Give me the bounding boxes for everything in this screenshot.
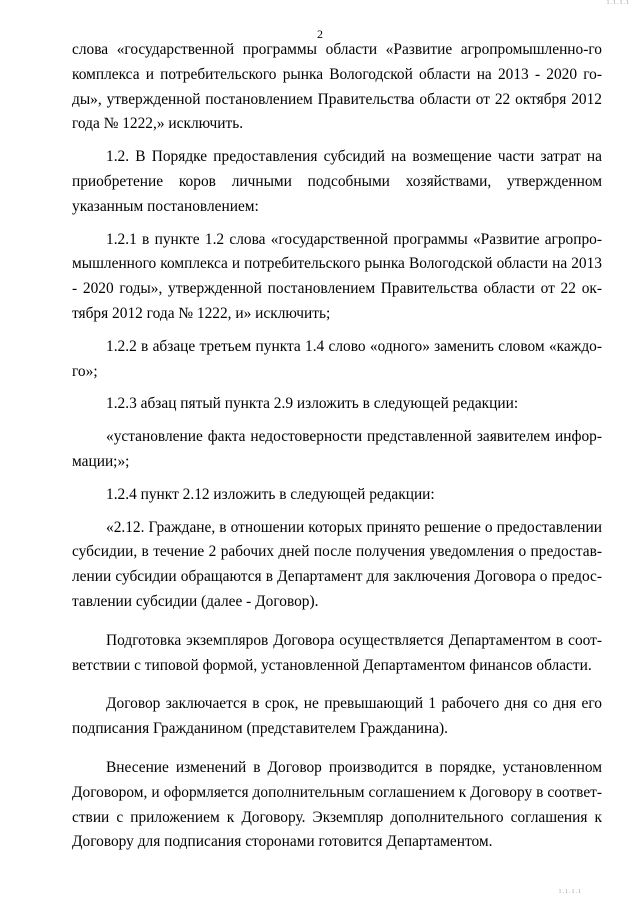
paragraph-preparation: Подготовка экземпляров Договора осуществляется Департаментом в соот-ветствии с типовой формой, установленной Департаментом финансов области. <box>72 631 602 674</box>
page-number: 2 <box>317 27 323 41</box>
paragraph-2-12: «2.12. Граждане, в отношении которых принято решение о предоставлении субсидии, в течение 2 рабочих дней после получения уведомления о предостав-лении субсидии обращаются в Департамент для заключения Договора о предос-тавлении субсидии (далее - Договор). <box>72 518 602 610</box>
paragraph-1-2-2: 1.2.2 в абзаце третьем пункта 1.4 слово «одного» заменить словом «каждо-го»; <box>72 337 602 380</box>
paragraph-intro: слова «государственной программы области «Развитие агропромышленно-го комплекса и потребительского рынка Вологодской области на 2013 - 2020 го-ды», утвержденной постановлением Правительства области от 22 октября 2012 года № 1222,» исключить. <box>72 41 602 133</box>
paragraph-quote-info: «установление факта недостоверности представленной заявителем инфор-мации;»; <box>72 428 602 470</box>
paragraph-1-2-1: 1.2.1 в пункте 1.2 слова «государственной программы «Развитие агропро-мышленного комплекса и потребительского рынка Вологодской области на 2013 - 2020 годы», утвержденной постановлением Правительства области от 22 ок-тября 2012 года № 1222, и» исключить; <box>72 230 602 322</box>
paragraph-1-2: 1.2. В Порядке предоставления субсидий на возмещение части затрат на приобретение коров личными подсобными хозяйствами, утвержденном указанным постановлением: <box>72 148 602 215</box>
paragraph-term: Договор заключается в срок, не превышающий 1 рабочего дня со дня его подписания Гражданином (представителем Гражданина). <box>72 695 602 738</box>
paragraph-1-2-3: 1.2.3 абзац пятый пункта 2.9 изложить в следующей редакции: <box>106 395 519 413</box>
corner-mark-bottom: 1.1.1.1 <box>558 889 582 895</box>
corner-mark-top: 1.1.1.1 <box>606 0 630 6</box>
document-body <box>72 38 602 863</box>
paragraph-1-2-4: 1.2.4 пункт 2.12 изложить в следующей редакции: <box>106 485 435 503</box>
paragraph-changes: Внесение изменений в Договор производится в порядке, установленном Договором, и оформляется дополнительным соглашением к Договору в соответ-ствии с приложением к Договору. Экземпляр дополнительного соглашения к Договору для подписания сторонами готовится Департаментом. <box>72 758 602 851</box>
